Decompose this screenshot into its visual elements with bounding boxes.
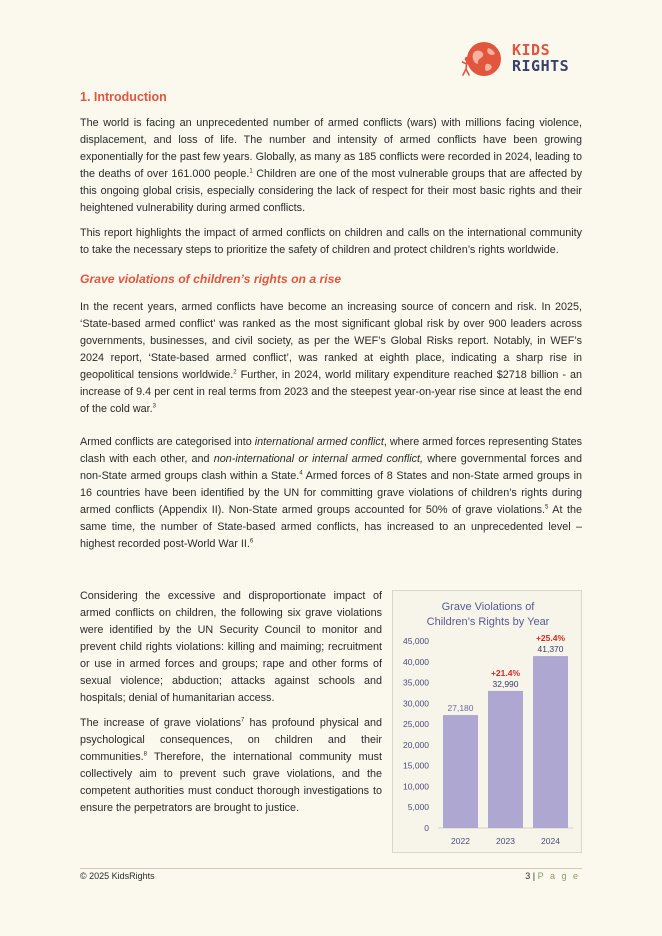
text-run: Further, in 2024, world military expenditure reached $2718 billion - an increase of 9.4 per cent in real terms from 2023 and the steepest year-on-year rise since at least the end of the cold war. (80, 369, 582, 415)
text-run: In the recent years, armed conflicts have become an increasing source of concern and risk. In 2025, ‘State-based armed conflict’ was ranked as the most significant global risk by over 900 leaders across governments, businesses, and civil society, as per the WEF’s Global Risks report. Notably, in WEF’s 2024 report, ‘State-based armed conflict’, was ranked at eighth place, indicating a sharp rise in geopolitical tensions worldwide. (80, 301, 582, 381)
globe-child-icon (458, 40, 502, 80)
page-number: 3 (525, 871, 531, 881)
x-tick-label: 2023 (496, 836, 515, 846)
x-tick-label: 2022 (451, 836, 470, 846)
footnote-ref: 7 (241, 717, 245, 724)
text-run: The increase of grave violations (80, 717, 242, 729)
footnote-ref: 2 (233, 369, 237, 376)
text-run: Children are one of the most vulnerable groups that are affected by this ongoing global crisis, especially considering the lack of respect for their most basic rights and their heightened vulnerability during armed conflicts. (80, 168, 582, 214)
footer-page (525, 871, 580, 881)
italic-term: non-international or internal armed conflict, (213, 453, 424, 465)
data-label: 27,180 (447, 703, 474, 714)
footer-copyright: © 2025 KidsRights (80, 871, 155, 881)
bar-2024 (533, 656, 568, 828)
page-word: P a g e (537, 871, 580, 881)
text-run: , where armed forces representing States clash with each other, and (80, 436, 582, 465)
logo-line-kids: KIDS (512, 41, 551, 59)
y-tick-label: 20,000 (403, 739, 429, 750)
footnote-ref: 1 (249, 168, 253, 175)
grave-violations-chart (392, 590, 582, 853)
y-tick-label: 15,000 (403, 760, 429, 771)
change-label: +25.4% (535, 633, 566, 644)
paragraph-consequences (80, 715, 382, 817)
left-column (80, 588, 382, 825)
footer-divider (80, 868, 582, 869)
intro-paragraph-1 (80, 115, 582, 217)
logo-wordmark (512, 42, 569, 74)
bar-2023 (488, 691, 523, 828)
footnote-ref: 4 (299, 470, 303, 477)
y-tick-label: 25,000 (403, 719, 429, 730)
bar-2022 (443, 715, 478, 828)
page-separator: | (530, 871, 538, 881)
paragraph-risks (80, 299, 582, 418)
main-content (80, 89, 582, 561)
text-run: The world is facing an unprecedented number of armed conflicts (wars) with millions facing violence, displacement, and loss of life. The number and intensity of armed conflicts have been growing exponentially for the past few years. Globally, as many as 185 conflicts were recorded in 2024, leading to the deaths of over 161.000 people. (80, 117, 582, 180)
kidsrights-logo (458, 40, 578, 80)
text-run: Therefore, the international community must collectively aim to prevent such grave violations, and the competent authorities must conduct thorough investigations to ensure the perpetrators are brought to justice. (80, 751, 382, 814)
section-title: 1. Introduction (80, 90, 167, 104)
y-tick-label: 10,000 (403, 781, 429, 792)
intro-paragraph-2: This report highlights the impact of armed conflicts on children and calls on the international community to take the necessary steps to prioritize the safety of children and protect children’s rights worldwide. (80, 227, 582, 256)
logo-line-rights: RIGHTS (512, 57, 570, 75)
chart-title-line: Grave Violations of (441, 601, 535, 613)
text-run: has profound physical and psychological consequences, on children and their communities. (80, 717, 382, 763)
y-tick-label: 45,000 (403, 636, 429, 646)
data-label: 32,990 (492, 678, 519, 689)
footnote-ref: 3 (152, 403, 156, 410)
y-tick-label: 5,000 (407, 802, 429, 813)
paragraph-categories (80, 434, 582, 553)
y-tick-label: 35,000 (403, 677, 429, 688)
y-tick-label: 30,000 (403, 698, 429, 709)
x-tick-label: 2024 (541, 836, 560, 846)
chart-title-line: Children’s Rights by Year (426, 616, 550, 628)
text-run: Armed forces of 8 States and non-State armed groups in 16 countries have been identified by the UN for committing grave violations of children’s rights during armed conflicts (Appendix II). Non-State armed groups accounted for 50% of grave violations. (80, 470, 582, 516)
italic-term: international armed conflict (254, 436, 384, 448)
footnote-ref: 8 (143, 751, 147, 758)
change-label: +21.4% (490, 667, 521, 678)
text-run: At the same time, the number of State-based armed conflicts, has increased to an unprecedented level – highest recorded post-World War II. (80, 504, 582, 550)
footnote-ref: 5 (545, 504, 549, 511)
paragraph-six-violations: Considering the excessive and disproportionate impact of armed conflicts on children, the following six grave violations were identified by the UN Security Council to monitor and prevent child rights violations: killing and maiming; recruitment or use in armed forces and groups; rape and other forms of sexual violence; abduction; attacks against schools and hospitals; denial of humanitarian access. (80, 590, 382, 704)
text-run: Armed conflicts are categorised into (80, 436, 255, 448)
y-tick-label: 40,000 (403, 656, 429, 667)
chart-canvas (393, 591, 583, 854)
y-tick-label: 0 (424, 823, 429, 833)
subheading: Grave violations of children’s rights on a rise (80, 272, 342, 286)
text-run: where governmental forces and non-State armed groups clash within a State. (80, 453, 582, 482)
footnote-ref: 6 (249, 538, 254, 545)
data-label: 41,370 (537, 644, 564, 655)
